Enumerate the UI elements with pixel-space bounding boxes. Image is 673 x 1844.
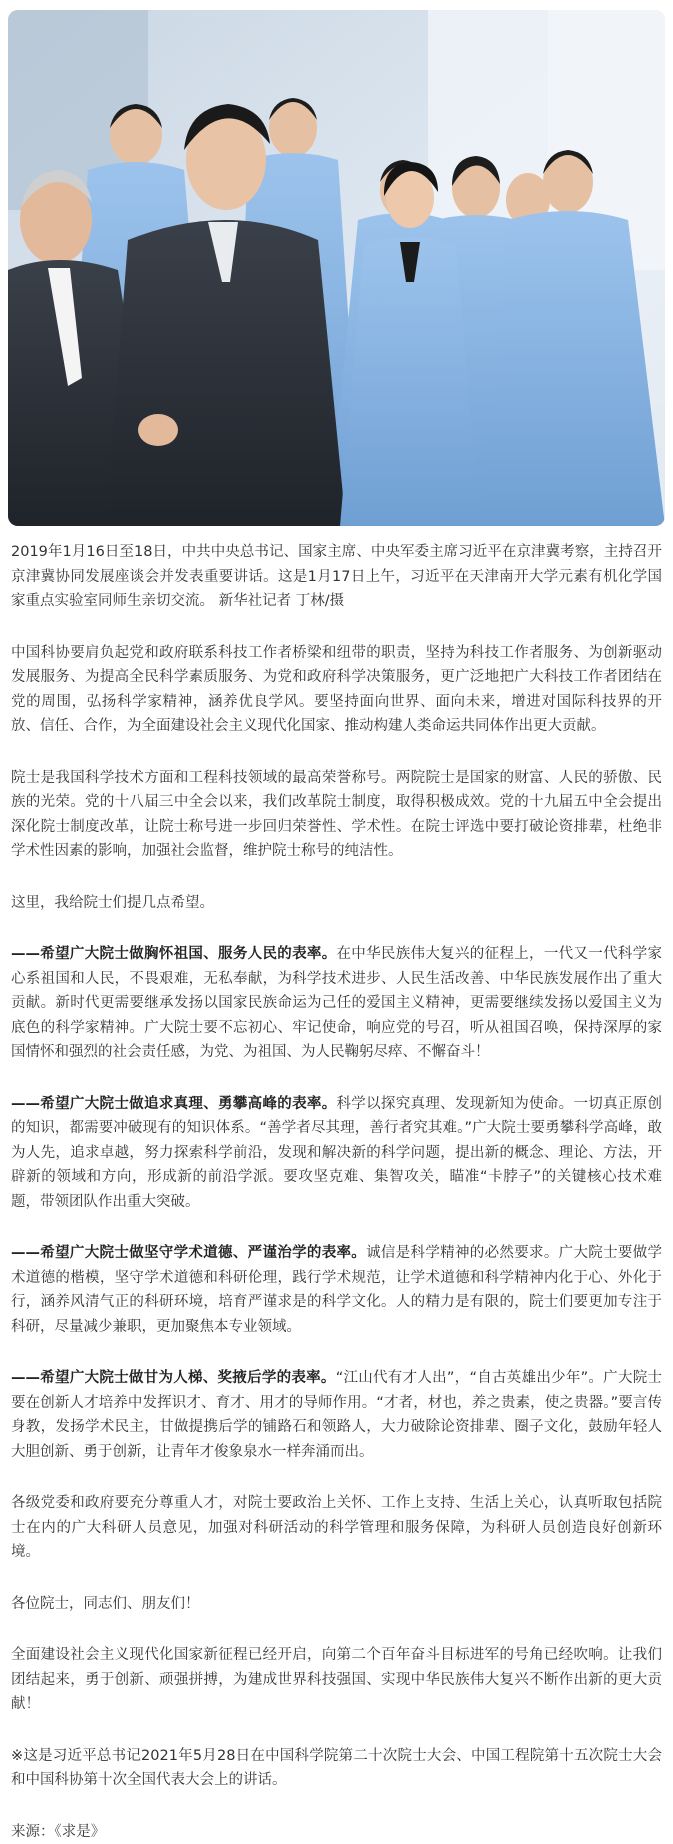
source-line: 来源：《求是》 [11, 1820, 662, 1844]
section-ethics [11, 1241, 662, 1339]
section-mentoring-heading: ——希望广大院士做甘为人梯、奖掖后学的表率。 [11, 1370, 336, 1386]
paragraph-closing: 全面建设社会主义现代化国家新征程已经开启，向第二个百年奋斗目标进军的号角已经吹响。让我们团结起来，勇于创新、顽强拼搏，为建成世界科技强国、实现中华民族伟大复兴不断作出新的更大贡献！ [11, 1643, 662, 1717]
section-ethics-text: 诚信是科学精神的必然要求。广大院士要做学术道德的楷模，坚守学术道德和科研伦理，践行学术规范，让学术道德和科学精神内化于心、外化于行，涵养风清气正的科研环境，培育严谨求是的科学文化。人的精力是有限的，院士们要更加专注于科研，尽量减少兼职，更加聚焦本专业领域。 [11, 1245, 662, 1335]
photo-scene-icon [8, 10, 665, 526]
section-mentoring [11, 1366, 662, 1464]
section-truth-text: 科学以探究真理、发现新知为使命。一切真正原创的知识，都需要冲破现有的知识体系。“善学者尽其理，善行者究其难。”广大院士要勇攀科学高峰，敢为人先，追求卓越，努力探索科学前沿，发现和解决新的科学问题，提出新的概念、理论、方法，开辟新的领域和方向，形成新的前沿学派。要攻坚克难、集智攻关，瞄准“卡脖子”的关键核心技术难题，带领团队作出重大突破。 [11, 1096, 662, 1210]
paragraph-academicians: 院士是我国科学技术方面和工程科技领域的最高荣誉称号。两院院士是国家的财富、人民的骄傲、民族的光荣。党的十八届三中全会以来，我们改革院士制度，取得积极成效。党的十九届五中全会提出深化院士制度改革，让院士称号进一步回归荣誉性、学术性。在院士评选中要打破论资排辈，杜绝非学术性因素的影响，加强社会监督，维护院士称号的纯洁性。 [11, 766, 662, 864]
paragraph-government: 各级党委和政府要充分尊重人才，对院士要政治上关怀、工作上支持、生活上关心，认真听取包括院士在内的广大科研人员意见，加强对科研活动的科学管理和服务保障，为科研人员创造良好创新环境。 [11, 1491, 662, 1565]
section-truth [11, 1092, 662, 1215]
speech-note: ※这是习近平总书记2021年5月28日在中国科学院第二十次院士大会、中国工程院第十五次院士大会和中国科协第十次全国代表大会上的讲话。 [11, 1744, 662, 1793]
article-photo[interactable] [8, 10, 665, 526]
photo-caption: 2019年1月16日至18日，中共中央总书记、国家主席、中央军委主席习近平在京津冀考察，主持召开京津冀协同发展座谈会并发表重要讲话。这是1月17日上午，习近平在天津南开大学元素有机化学国家重点实验室同师生亲切交流。 新华社记者 丁林/摄 [11, 540, 662, 614]
section-patriotism-heading: ——希望广大院士做胸怀祖国、服务人民的表率。 [11, 946, 337, 962]
paragraph-greeting: 各位院士，同志们、朋友们！ [11, 1592, 662, 1617]
section-patriotism-text: 在中华民族伟大复兴的征程上，一代又一代科学家心系祖国和人民，不畏艰难，无私奉献，为科学技术进步、人民生活改善、中华民族发展作出了重大贡献。新时代更需要继承发扬以国家民族命运为己任的爱国主义精神，更需要继续发扬以爱国主义为底色的科学家精神。广大院士要不忘初心、牢记使命，响应党的号召，听从祖国召唤，保持深厚的家国情怀和强烈的社会责任感，为党、为祖国、为人民鞠躬尽瘁、不懈奋斗！ [11, 946, 662, 1060]
article-body [8, 526, 665, 1844]
paragraph-hopes-intro: 这里，我给院士们提几点希望。 [11, 891, 662, 916]
section-truth-heading: ——希望广大院士做追求真理、勇攀高峰的表率。 [11, 1096, 337, 1112]
section-mentoring-text: “江山代有才人出”，“自古英雄出少年”。广大院士要在创新人才培养中发挥识才、育才、用才的导师作用。“才者，材也，养之贵素，使之贵器。”要言传身教，发扬学术民主，甘做提携后学的铺路石和领路人，大力破除论资排辈、圈子文化，鼓励年轻人大胆创新、勇于创新，让青年才俊象泉水一样奔涌而出。 [11, 1370, 662, 1460]
paragraph-cast: 中国科协要肩负起党和政府联系科技工作者桥梁和纽带的职责，坚持为科技工作者服务、为创新驱动发展服务、为提高全民科学素质服务、为党和政府科学决策服务，更广泛地把广大科技工作者团结在党的周围，弘扬科学家精神，涵养优良学风。要坚持面向世界、面向未来，增进对国际科技界的开放、信任、合作，为全面建设社会主义现代化国家、推动构建人类命运共同体作出更大贡献。 [11, 641, 662, 739]
section-patriotism [11, 942, 662, 1065]
section-ethics-heading: ——希望广大院士做坚守学术道德、严谨治学的表率。 [11, 1245, 366, 1261]
